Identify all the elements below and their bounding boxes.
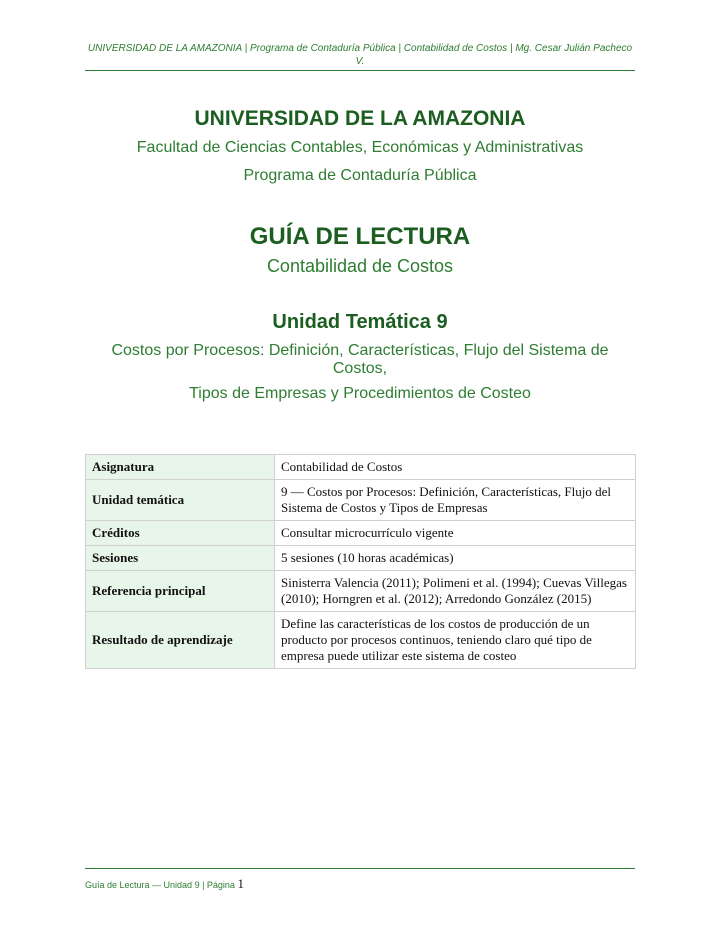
table-row — [86, 571, 636, 612]
row-value: Consultar microcurrículo vigente — [275, 521, 636, 546]
page-footer — [85, 876, 244, 892]
page-number: 1 — [237, 876, 244, 891]
course-info-table — [85, 454, 636, 669]
table-row — [86, 455, 636, 480]
university-title: UNIVERSIDAD DE LA AMAZONIA — [194, 107, 526, 130]
guide-title: GUÍA DE LECTURA — [249, 223, 471, 250]
row-value: 9 — Costos por Procesos: Definición, Características, Flujo del Sistema de Costos y Tipos de Empresas — [275, 480, 636, 521]
row-label: Resultado de aprendizaje — [86, 612, 275, 669]
row-label: Créditos — [86, 521, 275, 546]
row-value: Contabilidad de Costos — [275, 455, 636, 480]
row-label: Sesiones — [86, 546, 275, 571]
row-label: Referencia principal — [86, 571, 275, 612]
row-label: Unidad temática — [86, 480, 275, 521]
header-divider — [85, 70, 635, 71]
row-value: 5 sesiones (10 horas académicas) — [275, 546, 636, 571]
unit-topic-line-1: Costos por Procesos: Definición, Características, Flujo del Sistema de Costos, — [111, 342, 609, 377]
subject-name: Contabilidad de Costos — [266, 256, 454, 276]
running-header: UNIVERSIDAD DE LA AMAZONIA | Programa de Contaduría Pública | Contabilidad de Costos | Mg. Cesar Julián Pacheco V. — [87, 43, 633, 67]
row-value: Sinisterra Valencia (2011); Polimeni et al. (1994); Cuevas Villegas (2010); Horngren et al. (2012); Arredondo González (2015) — [275, 571, 636, 612]
faculty-name: Facultad de Ciencias Contables, Económicas y Administrativas — [136, 139, 584, 156]
unit-topic-line-2: Tipos de Empresas y Procedimientos de Costeo — [189, 385, 531, 402]
program-name: Programa de Contaduría Pública — [243, 167, 477, 184]
table-row — [86, 521, 636, 546]
row-label: Asignatura — [86, 455, 275, 480]
row-value: Define las características de los costos de producción de un producto por procesos continuos, teniendo claro qué tipo de empresa puede utilizar este sistema de costeo — [275, 612, 636, 669]
footer-divider — [85, 868, 635, 869]
unit-title: Unidad Temática 9 — [272, 311, 448, 333]
table-row — [86, 612, 636, 669]
footer-text: Guía de Lectura — Unidad 9 | Página — [85, 880, 235, 890]
table-row — [86, 546, 636, 571]
table-row — [86, 480, 636, 521]
